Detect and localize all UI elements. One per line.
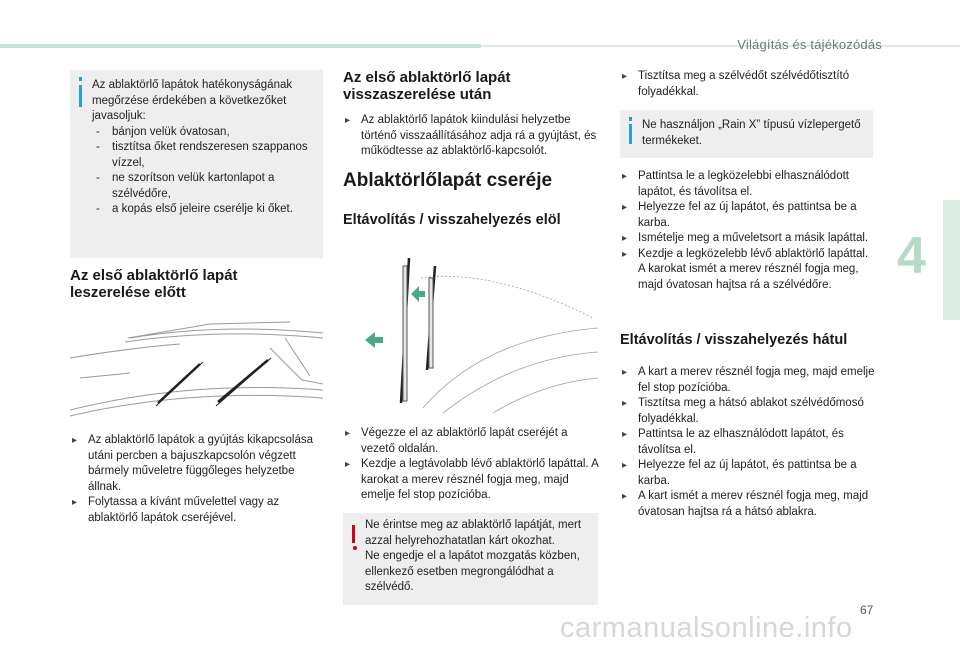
info-list-item: - tisztítsa őket rendszeresen szappanos vízzel, [92,140,315,171]
header-accent-bar [0,44,481,48]
info-accent-bar [629,124,632,144]
col3-bullets-1 [620,69,875,100]
warning-line: Ne érintse meg az ablaktörlő lapátját, mert azzal helyrehozhatatlan kárt okozhat. [365,519,582,547]
info-list-item: - bánjon velük óvatosan, [92,125,315,141]
info-box-rainx [620,110,873,158]
heading-before-removal: Az első ablaktörlő lapát leszerelése előtt [70,267,238,301]
chapter-number: 4 [897,227,926,285]
bullet-item: ▸ Helyezze fel az új lapátot, és pattintsa be a karba. [620,458,875,489]
warning-accent-bar [352,525,355,543]
heading-after-refit: Az első ablaktörlő lapát visszaszerelése után [343,69,511,103]
info-box-wiper-care [70,70,323,258]
header-rule [481,45,960,47]
bullet-item: ▸ A kart a merev résznél fogja meg, majd emelje fel stop pozícióba. [620,365,875,396]
bullet-item: ▸ Pattintsa le a legközelebbi elhasználódott lapátot, és távolítsa el. [620,169,875,200]
bullet-item: ▸ Végezze el az ablaktörlő lapát cseréjét a vezető oldalán. [343,426,601,457]
page-number: 67 [860,603,874,617]
info-list-item: - ne szorítson velük kartonlapot a szélvédőre, [92,171,315,202]
warning-line: Ne engedje el a lapátot mozgatás közben, ellenkező esetben megrongálódhat a szélvédő. [365,550,580,593]
warning-icon-dot [353,546,357,550]
col3-bullets-3 [620,365,875,520]
bullet-item: ▸ Tisztítsa meg a hátsó ablakot szélvédőmosó folyadékkal. [620,396,875,427]
bullet-item: ▸ Tisztítsa meg a szélvédőt szélvédőtisztító folyadékkal. [620,69,875,100]
col3-bullets-2 [620,169,875,293]
subheading-front: Eltávolítás / visszahelyezés elöl [343,212,561,228]
info-text [92,78,315,218]
front-wipers-illustration [70,318,323,428]
warning-box [343,513,598,605]
bullet-item: ▸ Ismételje meg a műveletsort a másik lapáttal. [620,231,875,247]
subheading-rear: Eltávolítás / visszahelyezés hátul [620,332,848,348]
wiper-lift-illustration [343,248,598,413]
warning-text [365,518,590,596]
heading-wiper-replacement: Ablaktörlőlapát cseréje [343,170,553,191]
bullet-item: ▸ Helyezze fel az új lapátot, és pattintsa be a karba. [620,200,875,231]
bullet-item: ▸ Az ablaktörlő lapátok a gyújtás kikapcsolása utáni percben a bajuszkapcsolón végzett bármely műveletre függőleges helyzetbe állnak. [70,433,325,495]
chapter-tab [943,200,960,320]
info-intro: Az ablaktörlő lapátok hatékonyságának megőrzése érdekében a következőket javasoljuk: [92,79,293,122]
info-list-item: - a kopás első jeleire cserélje ki őket. [92,202,315,218]
bullet-item: ▸ A kart ismét a merev résznél fogja meg, majd óvatosan hajtsa rá a hátsó ablakra. [620,489,875,520]
section-title: Világítás és tájékozódás [737,37,882,52]
windshield-wipers-drawing [70,318,323,428]
col1-bullets [70,433,325,526]
col2-bullets-1 [343,113,601,160]
wiper-lift-drawing [343,248,598,413]
info-icon [629,117,632,121]
info-icon [79,77,82,81]
info-text: Ne használjon „Rain X” típusú vízlepergető termékeket. [642,119,861,147]
bullet-item: ▸ Az ablaktörlő lapátok kiindulási helyzetbe történő visszaállításához adja rá a gyújtást, és működtesse az ablaktörlő-kapcsolót. [343,113,601,160]
info-accent-bar [79,85,82,107]
bullet-item: ▸ Folytassa a kívánt művelettel vagy az ablaktörlő lapátok cseréjével. [70,495,325,526]
bullet-item: ▸ Kezdje a legközelebb lévő ablaktörlő lapáttal. A karokat ismét a merev résznél fogja meg, majd óvatosan hajtsa rá a szélvédőre. [620,247,875,294]
bullet-item: ▸ Kezdje a legtávolabb lévő ablaktörlő lapáttal. A karokat a merev résznél fogja meg, majd emelje fel stop pozícióba. [343,457,601,504]
info-list [92,125,315,218]
watermark: carmanualsonline.info [560,612,853,644]
bullet-item: ▸ Pattintsa le az elhasználódott lapátot, és távolítsa el. [620,427,875,458]
col2-bullets-2 [343,426,601,504]
